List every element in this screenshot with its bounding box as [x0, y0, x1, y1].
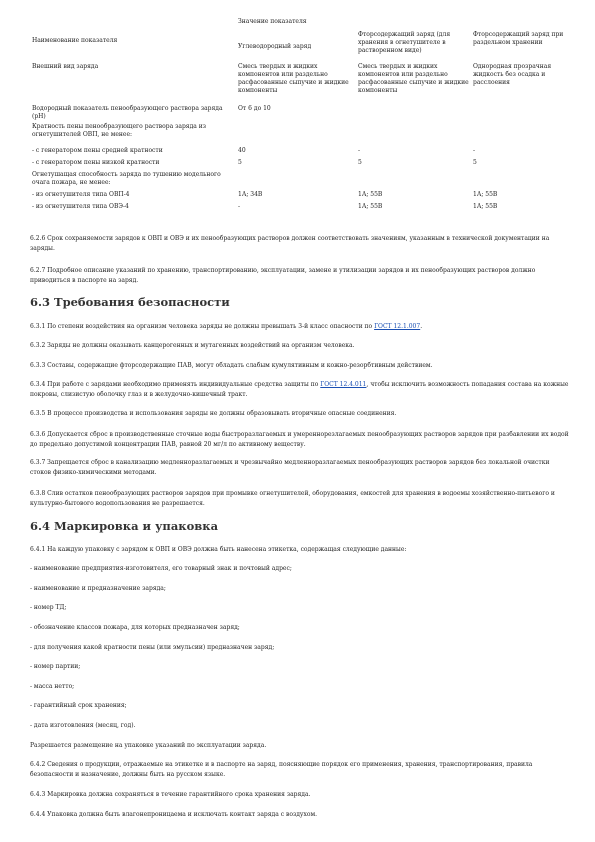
- table-cell: Однородная прозрачная жидкость без осадка и расслоения: [473, 63, 552, 86]
- paragraph-6-4-4: 6.4.4 Упаковка должна быть влагонепроницаема и исключать контакт заряда с воздухом.: [30, 811, 318, 818]
- table-cell: Смесь твердых и жидких компонентов или раздельно расфасованные сыпучие и жидкие компоненты: [238, 63, 349, 94]
- table-cell: 40: [238, 147, 246, 154]
- list-item: - наименование и предназначение заряда;: [30, 585, 166, 592]
- paragraph-6-4-1-tail: Разрешается размещение на упаковке указаний по эксплуатации заряда.: [30, 742, 267, 749]
- table-cell: Огнетушащая способность заряда по тушению модельного очага пожара, не менее:: [32, 171, 221, 186]
- list-item: - для получения какой кратности пены (или эмульсии) предназначен заряд;: [30, 644, 275, 651]
- table-cell: 1А; 55В: [358, 191, 383, 198]
- gost-12-4-011-link[interactable]: ГОСТ 12.4.011: [320, 381, 367, 388]
- paragraph-6-3-3: 6.3.3 Составы, содержащие фторсодержащие ПАВ, могут обладать слабым кумулятивным и кожно-резорбтивным действием.: [30, 362, 433, 369]
- list-item: - масса нетто;: [30, 683, 75, 690]
- list-item: - номер партии;: [30, 663, 81, 670]
- table-head-value: Значение показателя: [238, 18, 307, 25]
- table-row: [30, 159, 570, 171]
- paragraph-6-4-3: 6.4.3 Маркировка должна сохраняться в течение гарантийного срока хранения заряда.: [30, 791, 311, 798]
- paragraph-6-3-5: 6.3.5 В процессе производства и использования заряды не должны образовывать вторичные опасные соединения.: [30, 410, 397, 417]
- paragraph-6-3-6: 6.3.6 Допускается сброс в производственные сточные воды быстроразлагаемых и умереннорезлагаемых пенообразующих растворов зарядов при разбавлении их водой до предельно допустимой концентрации ПАВ, равной 20 мг/л по активному веществу.: [30, 431, 569, 448]
- table-cell: 1А; 34В: [238, 191, 263, 198]
- table-cell: -: [358, 147, 361, 154]
- table-cell: 1А; 55В: [473, 191, 498, 198]
- paragraph-6-4-1: 6.4.1 На каждую упаковку с зарядом к ОВП и ОВЭ должна быть нанесена этикетка, содержащая следующие данные:: [30, 546, 407, 553]
- paragraph-6-3-2: 6.3.2 Заряды не должны оказывать канцерогенных и мутагенных воздействий на организм человека.: [30, 342, 355, 349]
- table-cell: Внешний вид заряда: [32, 63, 99, 70]
- paragraph-6-4-2: 6.4.2 Сведения о продукции, отражаемые на этикетке и в паспорте на заряд, поясняющие порядок его применения, хранения, транспортирования, правила безопасности и назначение, должны быть на русском языке.: [30, 761, 533, 778]
- section-heading-6-4: 6.4 Маркировка и упаковка: [30, 519, 219, 533]
- table-row: [30, 171, 570, 191]
- table-cell: От 6 до 10: [238, 105, 271, 112]
- list-item: - номер ТД;: [30, 604, 67, 611]
- table-cell: 5: [473, 159, 477, 166]
- paragraph-6-2-7: 6.2.7 Подробное описание указаний по хранению, транспортированию, эксплуатации, замене и утилизации зарядов и их пенообразующих растворов должно приводиться в паспорте на заряд.: [30, 267, 536, 284]
- section-heading-6-3: 6.3 Требования безопасности: [30, 295, 230, 309]
- table-cell: [471, 123, 570, 147]
- table-cell: [471, 105, 570, 123]
- list-item: - обозначение классов пожара, для которых предназначен заряд;: [30, 624, 240, 631]
- paragraph-6-2-6: 6.2.6 Срок сохраняемости зарядов к ОВП и ОВЭ и их пенообразующих растворов должен соответствовать значениям, указанным в технической документации на заряды.: [30, 235, 550, 252]
- paragraph-6-3-1: 6.3.1 По степени воздействия на организм человека заряды не должны превышать 3-й класс опасности по ГОСТ 12.1.007.: [30, 323, 423, 330]
- table-cell: -: [238, 203, 241, 210]
- table-cell: 5: [358, 159, 362, 166]
- table-cell: Кратность пены пенообразующего раствора заряда из огнетушителей ОВП, не менее:: [32, 123, 207, 138]
- paragraph-6-3-7: 6.3.7 Запрещается сброс в канализацию медленноразлагаемых и чрезвычайно медленноразлагаемых пенообразующих растворов зарядов без локальной очистки стоков физико-химическими методами.: [30, 459, 550, 476]
- table-row: [30, 105, 570, 123]
- table-cell: [236, 171, 356, 191]
- paragraph-6-3-4: 6.3.4 При работе с зарядами необходимо применять индивидуальные средства защиты по ГОСТ 12.4.011, чтобы исключить возможность попадания состава на кожные покровы, слизистую оболочку глаз и в желудочно-кишечный тракт.: [30, 381, 569, 398]
- table-cell: [236, 123, 356, 147]
- table-cell: [356, 171, 471, 191]
- table-cell: - из огнетушителя типа ОВП-4: [32, 191, 130, 198]
- table-row: [30, 123, 570, 147]
- table-cell: [356, 105, 471, 123]
- list-item: - наименование предприятия-изготовителя, его товарный знак и почтовый адрес;: [30, 565, 292, 572]
- table-row: [30, 147, 570, 159]
- table-head-param: Наименование показателя: [32, 36, 118, 44]
- spec-table: [30, 18, 570, 215]
- table-cell: - из огнетушителя типа ОВЭ-4: [32, 203, 129, 210]
- table-cell: Водородный показатель пенообразующего раствора заряда (pH): [32, 105, 223, 120]
- table-row: [30, 191, 570, 203]
- table-cell: -: [473, 147, 476, 154]
- table-cell: [356, 123, 471, 147]
- paragraph-6-3-8: 6.3.8 Слив остатков пенообразующих растворов зарядов при промывке огнетушителей, оборудования, емкостей для хранения в водоемы хозяйственно-питьевого и культурно-бытового водопользования не разрешается.: [30, 490, 555, 507]
- table-cell: 5: [238, 159, 242, 166]
- table-cell: - с генератором пены средней кратности: [32, 147, 163, 154]
- table-head-hc: Углеводородный заряд: [238, 43, 312, 50]
- table-cell: Смесь твердых и жидких компонентов или раздельно расфасованные сыпучие и жидкие компоненты: [358, 63, 469, 94]
- table-cell: [471, 171, 570, 191]
- list-item: - гарантийный срок хранения;: [30, 702, 127, 709]
- table-row: [30, 203, 570, 215]
- list-item: - дата изготовления (месяц, год).: [30, 722, 136, 729]
- gost-12-1-007-link[interactable]: ГОСТ 12.1.007: [374, 323, 421, 330]
- table-cell: - с генератором пены низкой кратности: [32, 159, 160, 166]
- table-head-fs-mix: Фторсодержащий заряд (для хранения в огнетушителе в растворенном виде): [358, 31, 451, 54]
- table-cell: 1А; 55В: [473, 203, 498, 210]
- table-row: [30, 63, 570, 105]
- table-cell: 1А; 55В: [358, 203, 383, 210]
- table-head-fs-sep: Фторсодержащий заряд при раздельном хранении: [473, 31, 564, 46]
